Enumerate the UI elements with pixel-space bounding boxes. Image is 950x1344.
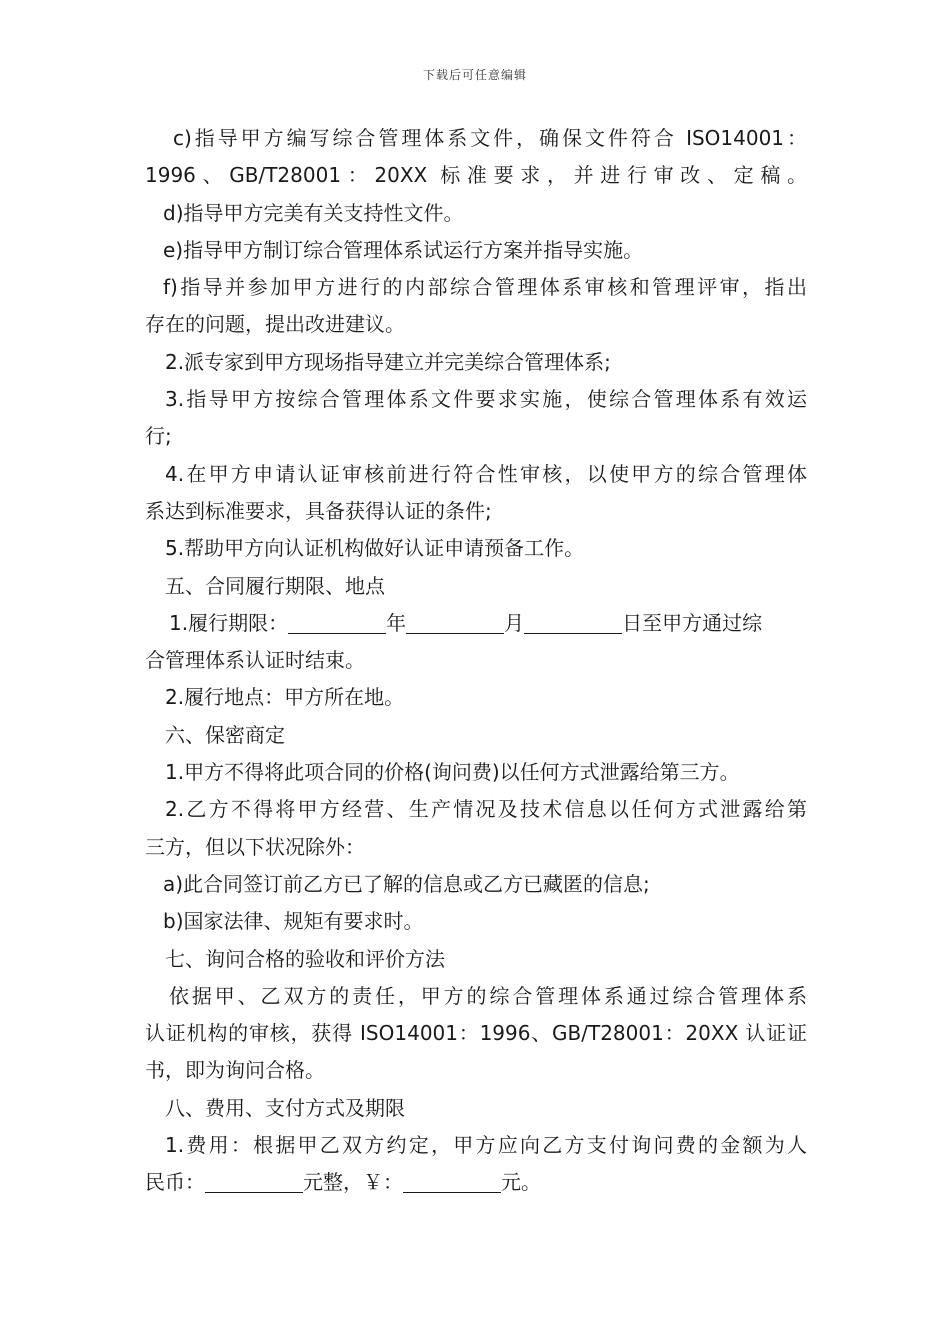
paragraph-line: a)此合同签订前乙方已了解的信息或乙方已藏匿的信息; <box>163 871 650 896</box>
term-label: 1.履行期限： <box>169 610 289 635</box>
page-header: 下载后可任意编辑 <box>422 68 527 82</box>
amount-unit-label: 元整，￥： <box>303 1170 403 1195</box>
section-heading: 八、费用、支付方式及期限 <box>165 1095 405 1120</box>
paragraph-line: 2.履行地点：甲方所在地。 <box>165 685 405 710</box>
paragraph-line: 2.乙方不得将甲方经营、生产情况及技术信息以任何方式泄露给第 <box>165 797 807 822</box>
section-heading: 六、保密商定 <box>165 722 285 747</box>
blank-day <box>524 611 622 634</box>
paragraph-line: 2.派专家到甲方现场指导建立并完美综合管理体系; <box>165 349 611 374</box>
paragraph-line: 行; <box>145 424 172 449</box>
paragraph-line: 依据甲、乙双方的责任，甲方的综合管理体系通过综合管理体系 <box>169 983 807 1008</box>
paragraph-line: 5.帮助甲方向认证机构做好认证申请预备工作。 <box>165 536 585 561</box>
paragraph-line <box>145 605 807 642</box>
blank-amount-words <box>205 1170 303 1193</box>
yuan-label: 元。 <box>501 1170 541 1195</box>
document-body <box>145 120 807 1202</box>
blank-amount-figures <box>403 1170 501 1193</box>
currency-label: 民币： <box>145 1170 205 1195</box>
paragraph-line: b)国家法律、规矩有要求时。 <box>163 909 424 934</box>
paragraph-line <box>145 1164 807 1201</box>
paragraph-line: 1.甲方不得将此项合同的价格(询问费)以任何方式泄露给第三方。 <box>165 760 740 785</box>
day-label: 日至甲方通过综 <box>622 610 763 635</box>
paragraph-line: d)指导甲方完美有关支持性文件。 <box>163 200 464 225</box>
section-heading: 七、询问合格的验收和评价方法 <box>165 946 445 971</box>
blank-year <box>288 611 386 634</box>
paragraph-line: c)指导甲方编写综合管理体系文件，确保文件符合 ISO14001： <box>173 126 807 150</box>
paragraph-line: 3.指导甲方按综合管理体系文件要求实施，使综合管理体系有效运 <box>165 387 807 412</box>
section-heading: 五、合同履行期限、地点 <box>165 573 385 598</box>
paragraph-line: 存在的问题，提出改进建议。 <box>145 312 405 337</box>
paragraph-line: 三方，但以下状况除外： <box>145 834 365 859</box>
paragraph-line: f)指导并参加甲方进行的内部综合管理体系审核和管理评审，指出 <box>163 275 807 300</box>
blank-month <box>406 611 504 634</box>
paragraph-line: 认证机构的审核，获得 ISO14001：1996、GB/T28001：20XX 认证证 <box>145 1021 807 1046</box>
year-label: 年 <box>386 610 407 635</box>
paragraph-line: 4.在甲方申请认证审核前进行符合性审核，以使甲方的综合管理体 <box>165 461 807 486</box>
paragraph-line: e)指导甲方制订综合管理体系试运行方案并指导实施。 <box>163 237 644 262</box>
paragraph-line: 书，即为询问合格。 <box>145 1058 325 1083</box>
paragraph-line: 1.费用：根据甲乙双方约定，甲方应向乙方支付询问费的金额为人 <box>165 1133 807 1158</box>
paragraph-line: 1996、GB/T28001：20XX 标准要求，并进行审改、定稿。 <box>145 163 807 188</box>
month-label: 月 <box>504 610 525 635</box>
paragraph-line: 系达到标准要求，具备获得认证的条件; <box>145 498 492 523</box>
paragraph-line: 合管理体系认证时结束。 <box>145 648 365 673</box>
